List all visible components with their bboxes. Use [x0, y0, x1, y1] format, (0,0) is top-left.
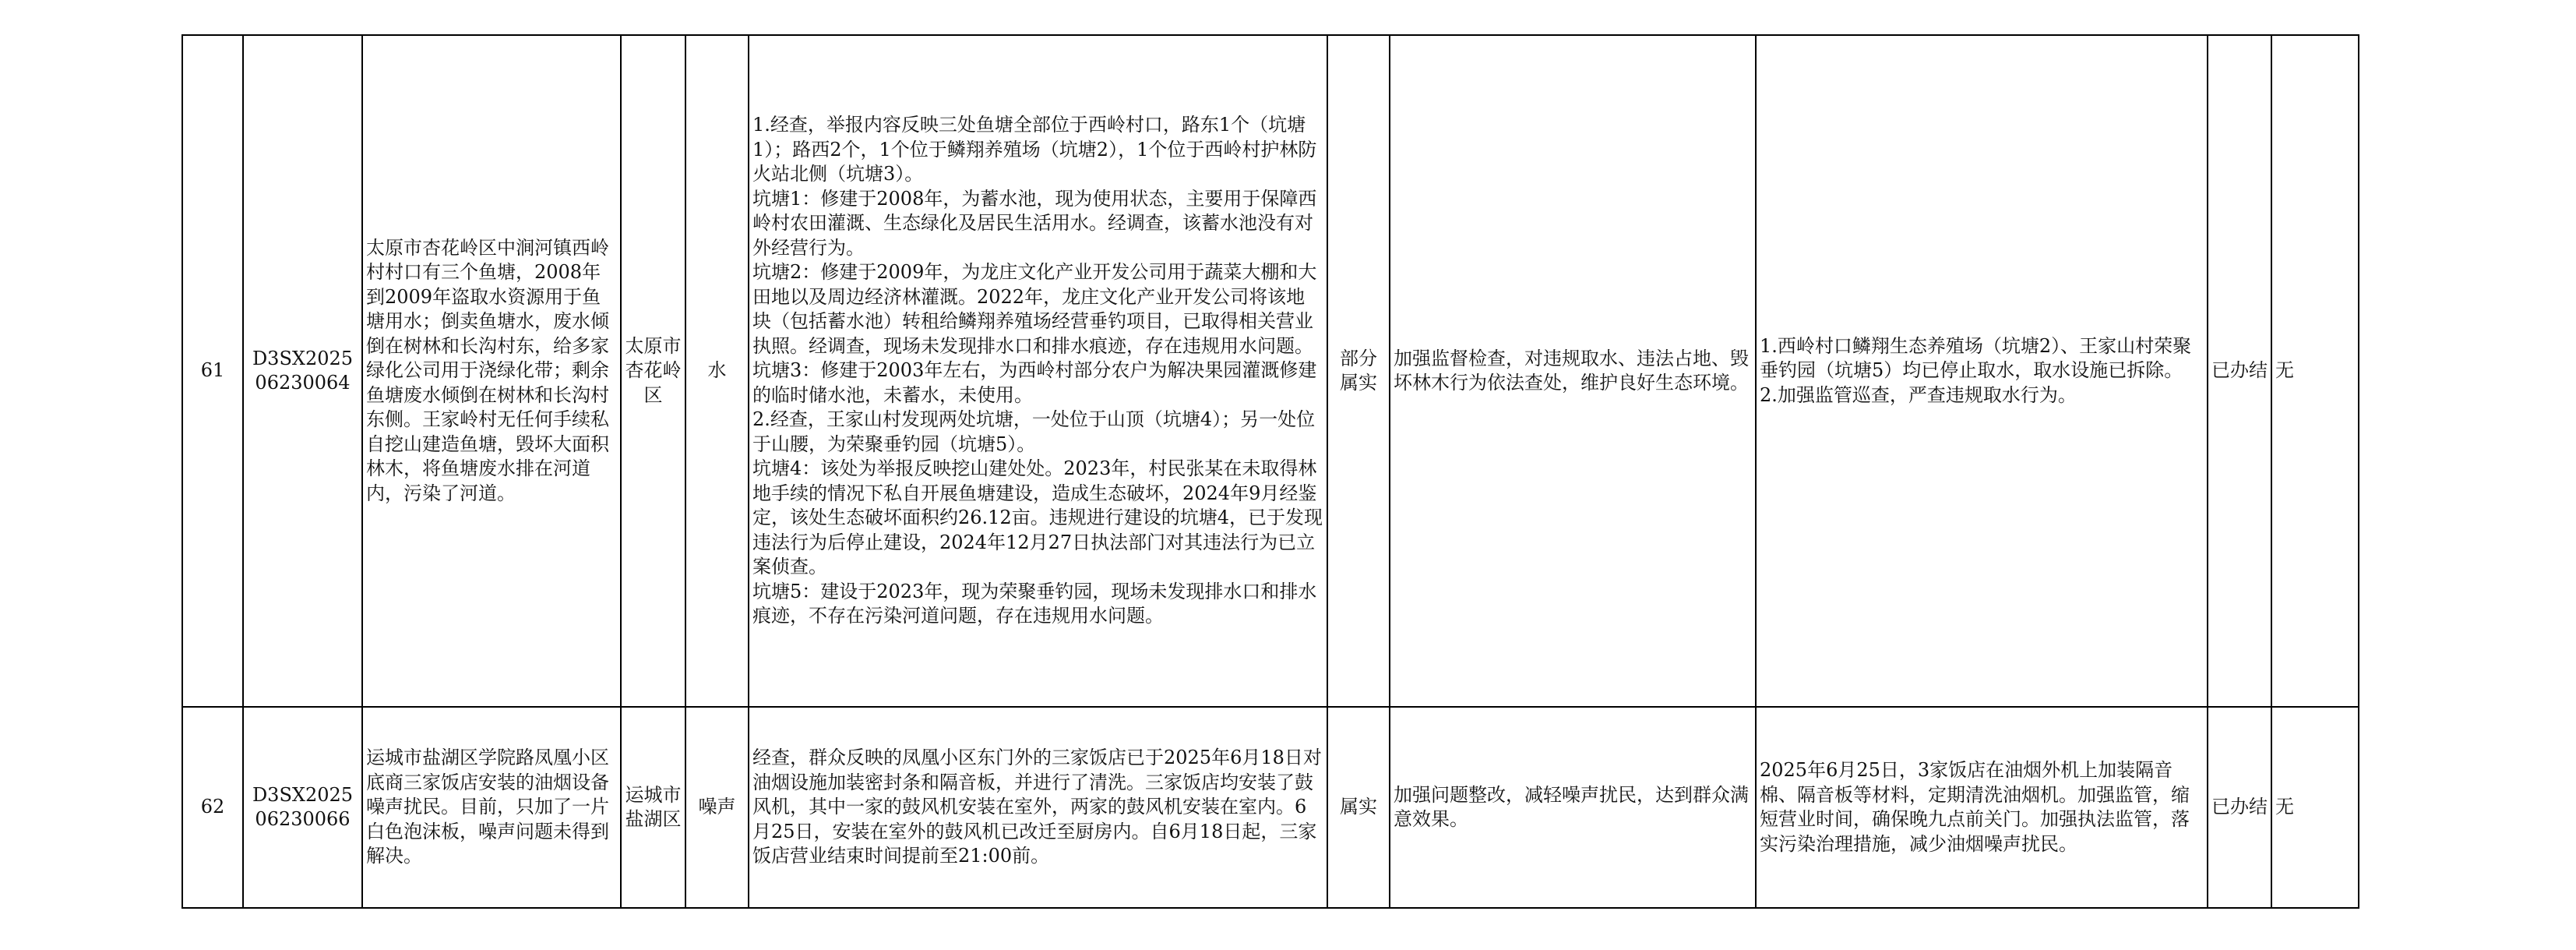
case-id: D3SX202506230066	[243, 707, 362, 908]
handling-measures: 加强问题整改，减轻噪声扰民，达到群众满意效果。	[1390, 707, 1756, 908]
pollution-category: 水	[685, 35, 749, 707]
row-index: 61	[182, 35, 243, 707]
investigation-result: 1.经查，举报内容反映三处鱼塘全部位于西岭村口，路东1个（坑塘1）；路西2个，1个位于鳞翔养殖场（坑塘2），1个位于西岭村护林防火站北侧（坑塘3）。 坑塘1：修建于2008年，为蓄水池，现为使用状态，主要用于保障西岭村农田灌溉、生态绿化及居民生活用水。经调查，该蓄水池没有对外经营行为。 坑塘2：修建于2009年，为龙庄文化产业开发公司用于蔬菜大棚和大田地以及周边经济林灌溉。2022年，龙庄文化产业开发公司将该地块（包括蓄水池）转租给鳞翔养殖场经营垂钓项目，已取得相关营业执照。经调查，现场未发现排水口和排水痕迹，存在违规用水问题。 坑塘3：修建于2003年左右，为西岭村部分农户为解决果园灌溉修建的临时储水池，未蓄水，未使用。 2.经查，王家山村发现两处坑塘，一处位于山顶（坑塘4）；另一处位于山腰，为荣聚垂钓园（坑塘5）。 坑塘4：该处为举报反映挖山建处处。2023年，村民张某在未取得林地手续的情况下私自开展鱼塘建设，造成生态破坏，2024年9月经鉴定，该处生态破坏面积约26.12亩。违规进行建设的坑塘4，已于发现违法行为后停止建设，2024年12月27日执法部门对其违法行为已立案侦查。 坑塘5：建设于2023年，现为荣聚垂钓园，现场未发现排水口和排水痕迹，不存在污染河道问题，存在违规用水问题。	[749, 35, 1327, 707]
accountability: 无	[2271, 707, 2359, 908]
case-status: 已办结	[2208, 35, 2271, 707]
rectification-progress: 1.西岭村口鳞翔生态养殖场（坑塘2）、王家山村荣聚垂钓园（坑塘5）均已停止取水，取水设施已拆除。 2.加强监管巡查，严查违规取水行为。	[1756, 35, 2208, 707]
table-row	[182, 35, 2359, 707]
verdict: 属实	[1327, 707, 1390, 908]
accountability: 无	[2271, 35, 2359, 707]
complaint-text: 太原市杏花岭区中涧河镇西岭村村口有三个鱼塘，2008年到2009年盗取水资源用于鱼塘用水；倒卖鱼塘水，废水倾倒在树林和长沟村东，给多家绿化公司用于浇绿化带；剩余鱼塘废水倾倒在树林和长沟村东侧。王家岭村无任何手续私自挖山建造鱼塘，毁坏大面积林木，将鱼塘废水排在河道内，污染了河道。	[362, 35, 621, 707]
district: 运城市盐湖区	[621, 707, 685, 908]
verdict: 部分属实	[1327, 35, 1390, 707]
investigation-result: 经查，群众反映的凤凰小区东门外的三家饭店已于2025年6月18日对油烟设施加装密封条和隔音板，并进行了清洗。三家饭店均安装了鼓风机，其中一家的鼓风机安装在室外，两家的鼓风机安装在室内。6月25日，安装在室外的鼓风机已改迁至厨房内。自6月18日起，三家饭店营业结束时间提前至21:00前。	[749, 707, 1327, 908]
district: 太原市杏花岭区	[621, 35, 685, 707]
case-id: D3SX202506230064	[243, 35, 362, 707]
complaint-text: 运城市盐湖区学院路凤凰小区底商三家饭店安装的油烟设备噪声扰民。目前，只加了一片白色泡沫板，噪声问题未得到解决。	[362, 707, 621, 908]
petition-report-table	[181, 34, 2359, 909]
handling-measures: 加强监督检查，对违规取水、违法占地、毁坏林木行为依法查处，维护良好生态环境。	[1390, 35, 1756, 707]
rectification-progress: 2025年6月25日，3家饭店在油烟外机上加装隔音棉、隔音板等材料，定期清洗油烟机。加强监管，缩短营业时间，确保晚九点前关门。加强执法监管，落实污染治理措施，减少油烟噪声扰民。	[1756, 707, 2208, 908]
pollution-category: 噪声	[685, 707, 749, 908]
table-row	[182, 707, 2359, 908]
row-index: 62	[182, 707, 243, 908]
case-status: 已办结	[2208, 707, 2271, 908]
